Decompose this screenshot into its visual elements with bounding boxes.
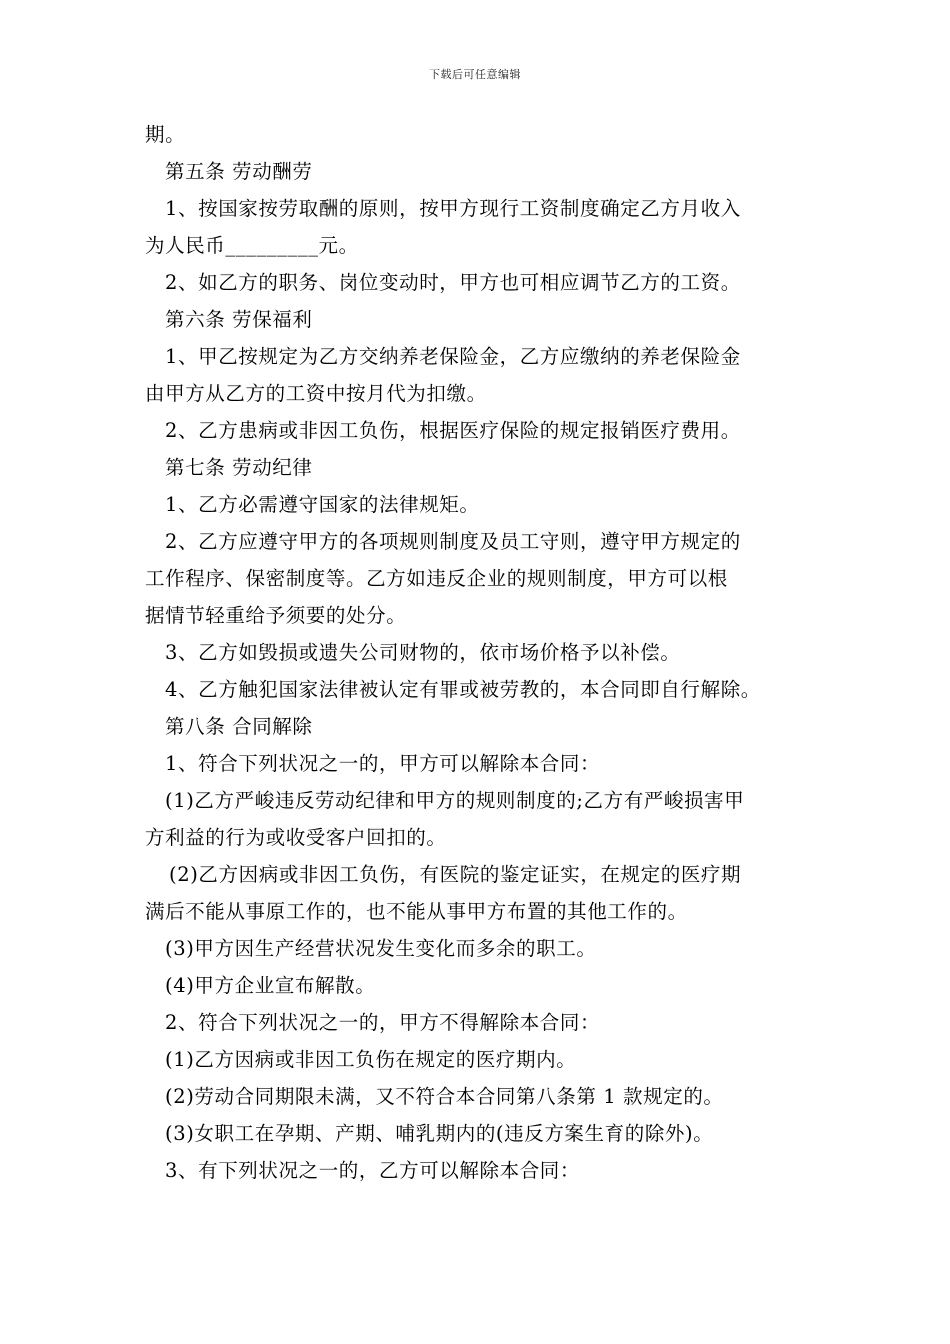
paragraph-line: (2)劳动合同期限未满，又不符合本合同第八条第 1 款规定的。 [165,1085,724,1108]
paragraph-line: (3)甲方因生产经营状况发生变化而多余的职工。 [165,937,597,960]
paragraph-line: 2、符合下列状况之一的，甲方不得解除本合同： [165,1011,601,1034]
paragraph-line: 工作程序、保密制度等。乙方如违反企业的规则制度，甲方可以根 [145,567,728,590]
section-heading-5: 第五条 劳动酬劳 [165,160,313,183]
paragraph-line: 2、如乙方的职务、岗位变动时，甲方也可相应调节乙方的工资。 [165,271,741,294]
page-header-note: 下载后可任意编辑 [429,68,521,81]
paragraph-line: 2、乙方患病或非因工负伤，根据医疗保险的规定报销医疗费用。 [165,419,741,442]
section-heading-8: 第八条 合同解除 [165,715,313,738]
paragraph-line: 1、符合下列状况之一的，甲方可以解除本合同： [165,752,601,775]
paragraph-line: 满后不能从事原工作的，也不能从事甲方布置的其他工作的。 [145,900,688,923]
paragraph-line: 3、乙方如毁损或遗失公司财物的，依市场价格予以补偿。 [165,641,681,664]
paragraph-line: (1)乙方严峻违反劳动纪律和甲方的规则制度的;乙方有严峻损害甲 [165,789,745,812]
paragraph-line: 期。 [145,123,186,146]
paragraph-line: 1、乙方必需遵守国家的法律规矩。 [165,493,480,516]
section-heading-7: 第七条 劳动纪律 [165,456,313,479]
paragraph-line: (3)女职工在孕期、产期、哺乳期内的(违反方案生育的除外)。 [165,1122,714,1145]
paragraph-line: 2、乙方应遵守甲方的各项规则制度及员工守则，遵守甲方规定的 [165,530,741,553]
paragraph-line: 3、有下列状况之一的，乙方可以解除本合同： [165,1159,581,1182]
paragraph-line: (1)乙方因病或非因工负伤在规定的医疗期内。 [165,1048,577,1071]
paragraph-line: (4)甲方企业宣布解散。 [165,974,376,997]
paragraph-line: 方利益的行为或收受客户回扣的。 [145,826,447,849]
paragraph-line: 由甲方从乙方的工资中按月代为扣缴。 [145,382,487,405]
paragraph-line: 为人民币_________元。 [145,234,359,257]
paragraph-line: 1、甲乙按规定为乙方交纳养老保险金，乙方应缴纳的养老保险金 [165,345,741,368]
paragraph-line: (2)乙方因病或非因工负伤，有医院的鉴定证实，在规定的医疗期 [169,863,742,886]
contract-body [145,116,825,1189]
paragraph-line: 1、按国家按劳取酬的原则，按甲方现行工资制度确定乙方月收入 [165,197,741,220]
paragraph-line: 4、乙方触犯国家法律被认定有罪或被劳教的，本合同即自行解除。 [165,678,761,701]
section-heading-6: 第六条 劳保福利 [165,308,313,331]
paragraph-line: 据情节轻重给予须要的处分。 [145,604,407,627]
